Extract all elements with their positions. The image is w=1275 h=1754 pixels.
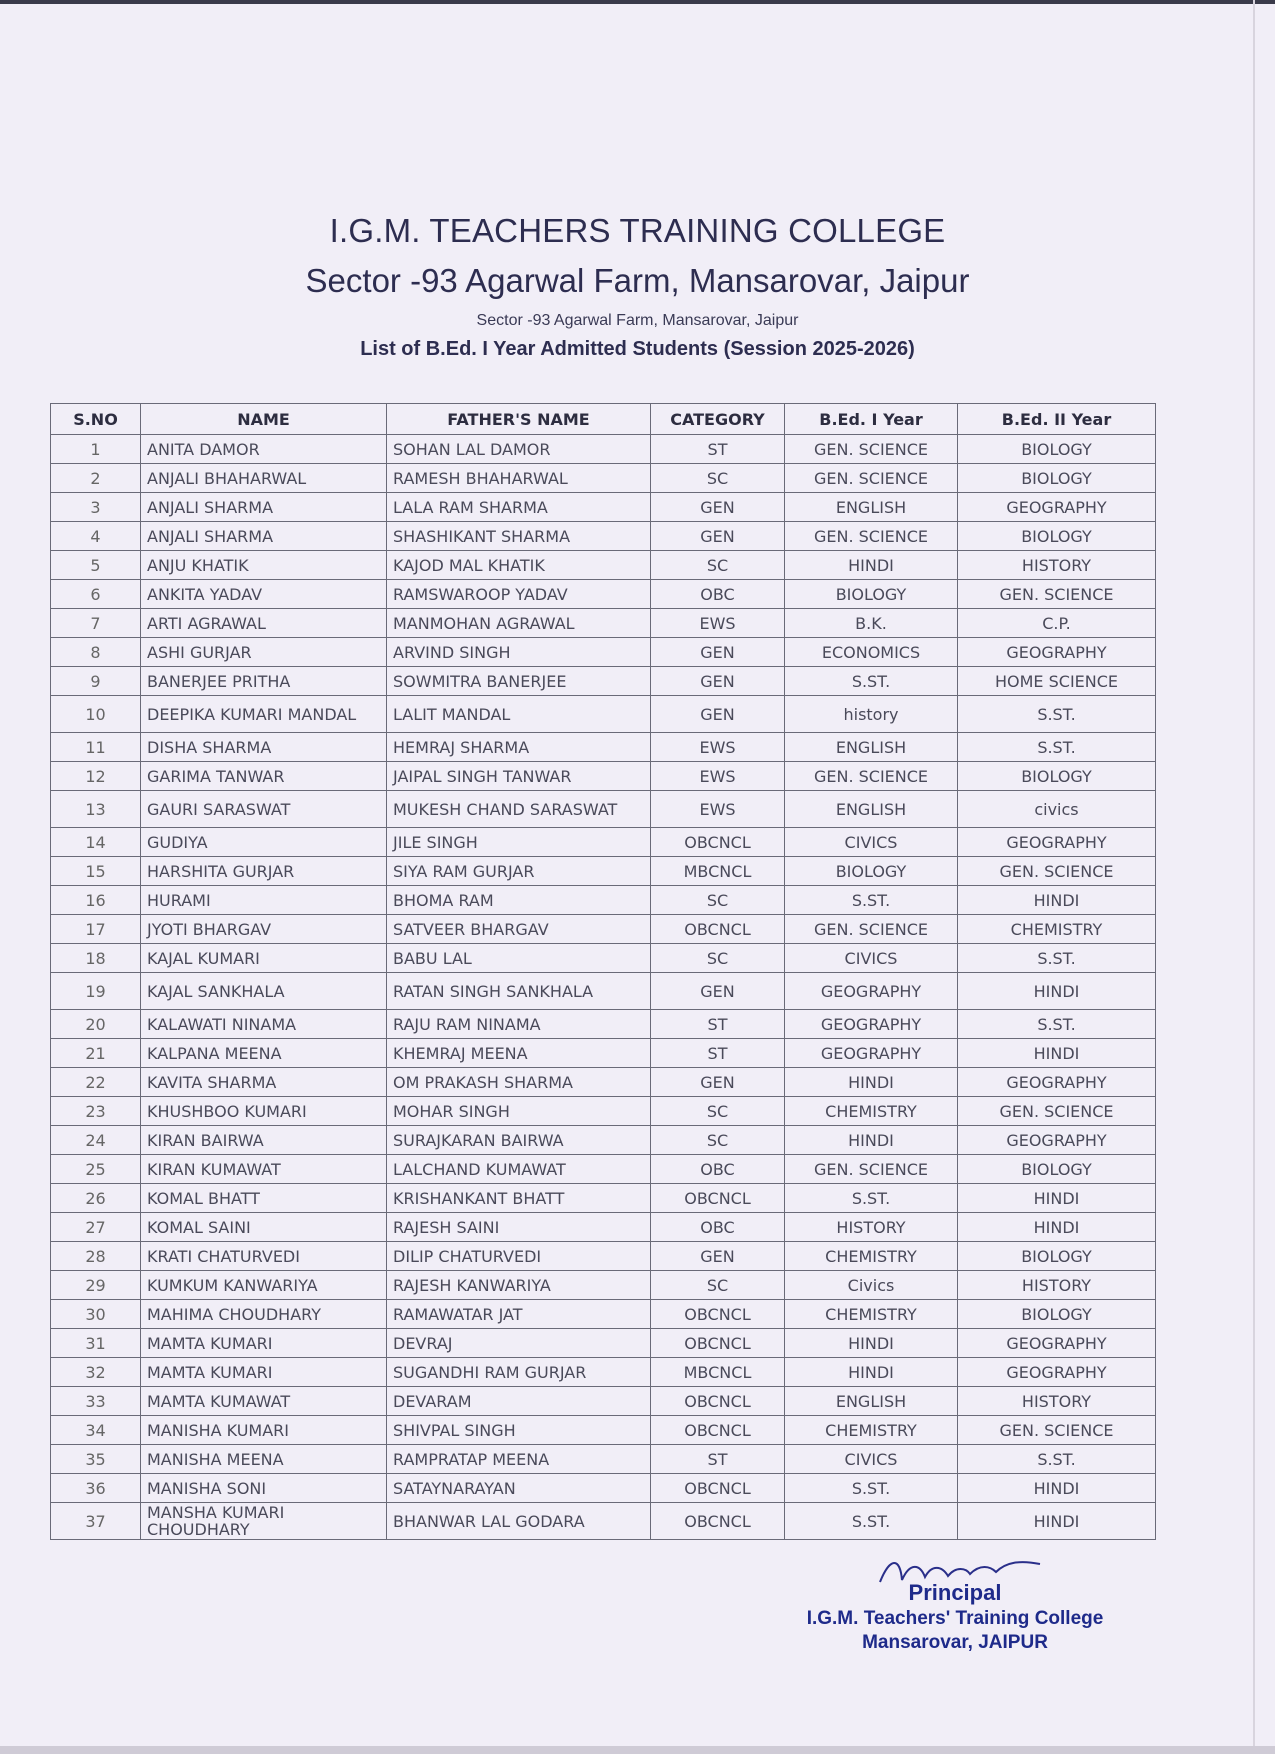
- cell-bed-second-year: BIOLOGY: [958, 464, 1156, 493]
- cell-bed-first-year: S.ST.: [785, 1503, 958, 1540]
- table-row: [51, 638, 1156, 667]
- cell-name: KOMAL BHATT: [141, 1184, 387, 1213]
- cell-category: OBCNCL: [651, 828, 785, 857]
- table-row: [51, 1358, 1156, 1387]
- cell-father-name: KHEMRAJ MEENA: [387, 1039, 651, 1068]
- top-border: [0, 0, 1275, 4]
- cell-category: GEN: [651, 973, 785, 1010]
- principal-signature-block: [790, 1560, 1120, 1654]
- cell-category: ST: [651, 1039, 785, 1068]
- cell-sno: 17: [51, 915, 141, 944]
- cell-sno: 19: [51, 973, 141, 1010]
- cell-name: MAMTA KUMARI: [141, 1329, 387, 1358]
- cell-name: ANJALI SHARMA: [141, 493, 387, 522]
- table-row: [51, 1155, 1156, 1184]
- college-title: I.G.M. TEACHERS TRAINING COLLEGE: [329, 212, 946, 249]
- principal-college: I.G.M. Teachers' Training College: [806, 1608, 1104, 1629]
- cell-category: OBCNCL: [651, 1300, 785, 1329]
- cell-father-name: RAMSWAROOP YADAV: [387, 580, 651, 609]
- cell-father-name: SOWMITRA BANERJEE: [387, 667, 651, 696]
- cell-name: DISHA SHARMA: [141, 733, 387, 762]
- cell-bed-second-year: C.P.: [958, 609, 1156, 638]
- table-row: [51, 1184, 1156, 1213]
- cell-category: OBC: [651, 1155, 785, 1184]
- table-row: [51, 1474, 1156, 1503]
- cell-bed-second-year: HINDI: [958, 1184, 1156, 1213]
- cell-sno: 5: [51, 551, 141, 580]
- cell-name: ANJU KHATIK: [141, 551, 387, 580]
- cell-name: KRATI CHATURVEDI: [141, 1242, 387, 1271]
- cell-bed-second-year: HISTORY: [958, 1387, 1156, 1416]
- cell-father-name: LALCHAND KUMAWAT: [387, 1155, 651, 1184]
- cell-name: KALPANA MEENA: [141, 1039, 387, 1068]
- cell-category: SC: [651, 1126, 785, 1155]
- cell-bed-first-year: GEOGRAPHY: [785, 973, 958, 1010]
- table-row: [51, 1126, 1156, 1155]
- cell-bed-second-year: HINDI: [958, 1503, 1156, 1540]
- cell-bed-first-year: ENGLISH: [785, 1387, 958, 1416]
- cell-category: OBCNCL: [651, 1474, 785, 1503]
- cell-bed-first-year: GEOGRAPHY: [785, 1010, 958, 1039]
- table-row: [51, 1213, 1156, 1242]
- table-row: [51, 733, 1156, 762]
- cell-bed-first-year: GEN. SCIENCE: [785, 1155, 958, 1184]
- cell-bed-first-year: HINDI: [785, 1126, 958, 1155]
- cell-bed-first-year: B.K.: [785, 609, 958, 638]
- cell-bed-first-year: HISTORY: [785, 1213, 958, 1242]
- cell-name: ARTI AGRAWAL: [141, 609, 387, 638]
- cell-bed-second-year: HINDI: [958, 1213, 1156, 1242]
- cell-sno: 21: [51, 1039, 141, 1068]
- cell-sno: 11: [51, 733, 141, 762]
- cell-father-name: DILIP CHATURVEDI: [387, 1242, 651, 1271]
- table-row: [51, 1068, 1156, 1097]
- cell-name: KALAWATI NINAMA: [141, 1010, 387, 1039]
- cell-father-name: LALIT MANDAL: [387, 696, 651, 733]
- cell-father-name: BABU LAL: [387, 944, 651, 973]
- list-title: List of B.Ed. I Year Admitted Students (Session 2025-2026): [360, 338, 915, 360]
- cell-father-name: SOHAN LAL DAMOR: [387, 435, 651, 464]
- cell-sno: 7: [51, 609, 141, 638]
- cell-bed-second-year: GEOGRAPHY: [958, 1068, 1156, 1097]
- cell-bed-first-year: history: [785, 696, 958, 733]
- cell-category: GEN: [651, 1068, 785, 1097]
- cell-name: MANISHA KUMARI: [141, 1416, 387, 1445]
- cell-category: ST: [651, 1445, 785, 1474]
- cell-sno: 15: [51, 857, 141, 886]
- cell-bed-first-year: CIVICS: [785, 1445, 958, 1474]
- cell-father-name: MUKESH CHAND SARASWAT: [387, 791, 651, 828]
- cell-name: MANSHA KUMARI CHOUDHARY: [141, 1503, 387, 1540]
- cell-sno: 34: [51, 1416, 141, 1445]
- cell-category: OBCNCL: [651, 1329, 785, 1358]
- table-body: [51, 435, 1156, 1540]
- cell-father-name: LALA RAM SHARMA: [387, 493, 651, 522]
- document-header: [0, 212, 1275, 361]
- cell-bed-second-year: GEOGRAPHY: [958, 493, 1156, 522]
- cell-category: OBCNCL: [651, 1503, 785, 1540]
- cell-name: MAMTA KUMARI: [141, 1358, 387, 1387]
- cell-sno: 6: [51, 580, 141, 609]
- table-row: [51, 493, 1156, 522]
- bottom-border: [0, 1746, 1275, 1754]
- cell-father-name: BHOMA RAM: [387, 886, 651, 915]
- cell-category: OBCNCL: [651, 1184, 785, 1213]
- cell-sno: 10: [51, 696, 141, 733]
- cell-name: JYOTI BHARGAV: [141, 915, 387, 944]
- table-row: [51, 944, 1156, 973]
- table-row: [51, 464, 1156, 493]
- cell-bed-second-year: GEOGRAPHY: [958, 1358, 1156, 1387]
- cell-name: KAVITA SHARMA: [141, 1068, 387, 1097]
- table-row: [51, 857, 1156, 886]
- cell-father-name: RAJESH SAINI: [387, 1213, 651, 1242]
- table-row: [51, 696, 1156, 733]
- cell-category: GEN: [651, 1242, 785, 1271]
- cell-name: MANISHA SONI: [141, 1474, 387, 1503]
- cell-bed-second-year: HISTORY: [958, 551, 1156, 580]
- cell-name: KAJAL SANKHALA: [141, 973, 387, 1010]
- cell-father-name: RAMESH BHAHARWAL: [387, 464, 651, 493]
- cell-sno: 31: [51, 1329, 141, 1358]
- table-row: [51, 791, 1156, 828]
- header-category: CATEGORY: [651, 404, 785, 435]
- table-row: [51, 973, 1156, 1010]
- cell-sno: 4: [51, 522, 141, 551]
- cell-bed-second-year: S.ST.: [958, 733, 1156, 762]
- cell-category: SC: [651, 1271, 785, 1300]
- cell-name: MAMTA KUMAWAT: [141, 1387, 387, 1416]
- cell-name: BANERJEE PRITHA: [141, 667, 387, 696]
- cell-father-name: SURAJKARAN BAIRWA: [387, 1126, 651, 1155]
- cell-name: MAHIMA CHOUDHARY: [141, 1300, 387, 1329]
- cell-bed-second-year: GEOGRAPHY: [958, 1329, 1156, 1358]
- cell-name: ANJALI BHAHARWAL: [141, 464, 387, 493]
- cell-bed-second-year: GEOGRAPHY: [958, 828, 1156, 857]
- principal-place: Mansarovar, JAIPUR: [862, 1632, 1048, 1653]
- table-row: [51, 1503, 1156, 1540]
- cell-bed-first-year: GEN. SCIENCE: [785, 762, 958, 791]
- college-subtitle: Sector -93 Agarwal Farm, Mansarovar, Jaipur: [305, 262, 970, 299]
- cell-bed-first-year: CHEMISTRY: [785, 1097, 958, 1126]
- cell-sno: 20: [51, 1010, 141, 1039]
- cell-bed-first-year: GEOGRAPHY: [785, 1039, 958, 1068]
- cell-bed-second-year: civics: [958, 791, 1156, 828]
- cell-sno: 33: [51, 1387, 141, 1416]
- cell-bed-first-year: GEN. SCIENCE: [785, 464, 958, 493]
- cell-bed-second-year: S.ST.: [958, 944, 1156, 973]
- cell-father-name: MANMOHAN AGRAWAL: [387, 609, 651, 638]
- cell-category: SC: [651, 886, 785, 915]
- cell-category: OBCNCL: [651, 915, 785, 944]
- cell-father-name: MOHAR SINGH: [387, 1097, 651, 1126]
- cell-category: EWS: [651, 733, 785, 762]
- cell-bed-second-year: BIOLOGY: [958, 522, 1156, 551]
- table-row: [51, 667, 1156, 696]
- cell-bed-second-year: HINDI: [958, 973, 1156, 1010]
- cell-bed-first-year: ECONOMICS: [785, 638, 958, 667]
- cell-bed-second-year: BIOLOGY: [958, 762, 1156, 791]
- cell-bed-second-year: GEN. SCIENCE: [958, 1097, 1156, 1126]
- cell-bed-second-year: GEN. SCIENCE: [958, 580, 1156, 609]
- cell-father-name: RAMAWATAR JAT: [387, 1300, 651, 1329]
- table-row: [51, 915, 1156, 944]
- table-row: [51, 762, 1156, 791]
- cell-bed-second-year: BIOLOGY: [958, 1242, 1156, 1271]
- table-header-row: [51, 404, 1156, 435]
- cell-bed-first-year: Civics: [785, 1271, 958, 1300]
- cell-father-name: DEVARAM: [387, 1387, 651, 1416]
- cell-bed-first-year: HINDI: [785, 1358, 958, 1387]
- cell-sno: 25: [51, 1155, 141, 1184]
- table-row: [51, 1300, 1156, 1329]
- cell-category: GEN: [651, 696, 785, 733]
- table-row: [51, 1271, 1156, 1300]
- cell-father-name: JILE SINGH: [387, 828, 651, 857]
- cell-sno: 26: [51, 1184, 141, 1213]
- cell-bed-first-year: S.ST.: [785, 1474, 958, 1503]
- cell-bed-second-year: HINDI: [958, 886, 1156, 915]
- cell-sno: 30: [51, 1300, 141, 1329]
- cell-bed-first-year: HINDI: [785, 1329, 958, 1358]
- cell-father-name: SATVEER BHARGAV: [387, 915, 651, 944]
- table-row: [51, 1010, 1156, 1039]
- cell-father-name: HEMRAJ SHARMA: [387, 733, 651, 762]
- cell-bed-first-year: ENGLISH: [785, 493, 958, 522]
- cell-sno: 16: [51, 886, 141, 915]
- cell-father-name: SATAYNARAYAN: [387, 1474, 651, 1503]
- table-row: [51, 886, 1156, 915]
- cell-name: KAJAL KUMARI: [141, 944, 387, 973]
- cell-bed-first-year: CIVICS: [785, 828, 958, 857]
- cell-category: GEN: [651, 493, 785, 522]
- cell-name: ASHI GURJAR: [141, 638, 387, 667]
- cell-father-name: SHIVPAL SINGH: [387, 1416, 651, 1445]
- cell-sno: 14: [51, 828, 141, 857]
- cell-bed-first-year: BIOLOGY: [785, 857, 958, 886]
- cell-bed-first-year: GEN. SCIENCE: [785, 435, 958, 464]
- cell-sno: 35: [51, 1445, 141, 1474]
- table-row: [51, 580, 1156, 609]
- cell-father-name: ARVIND SINGH: [387, 638, 651, 667]
- cell-category: GEN: [651, 638, 785, 667]
- cell-bed-second-year: HINDI: [958, 1039, 1156, 1068]
- table-row: [51, 551, 1156, 580]
- cell-sno: 18: [51, 944, 141, 973]
- table-row: [51, 1097, 1156, 1126]
- cell-bed-second-year: BIOLOGY: [958, 1155, 1156, 1184]
- cell-bed-first-year: ENGLISH: [785, 791, 958, 828]
- cell-bed-second-year: S.ST.: [958, 696, 1156, 733]
- table-row: [51, 1416, 1156, 1445]
- header-father-name: FATHER'S NAME: [387, 404, 651, 435]
- cell-category: ST: [651, 1010, 785, 1039]
- table-row: [51, 1242, 1156, 1271]
- cell-father-name: RAMPRATAP MEENA: [387, 1445, 651, 1474]
- cell-bed-first-year: S.ST.: [785, 1184, 958, 1213]
- cell-bed-first-year: CHEMISTRY: [785, 1300, 958, 1329]
- cell-bed-second-year: GEOGRAPHY: [958, 1126, 1156, 1155]
- cell-name: KUMKUM KANWARIYA: [141, 1271, 387, 1300]
- cell-father-name: KRISHANKANT BHATT: [387, 1184, 651, 1213]
- table-row: [51, 1039, 1156, 1068]
- cell-bed-second-year: GEOGRAPHY: [958, 638, 1156, 667]
- cell-category: OBCNCL: [651, 1416, 785, 1445]
- cell-bed-second-year: S.ST.: [958, 1445, 1156, 1474]
- principal-title: Principal: [908, 1580, 1002, 1605]
- cell-father-name: RAJU RAM NINAMA: [387, 1010, 651, 1039]
- cell-category: ST: [651, 435, 785, 464]
- cell-sno: 1: [51, 435, 141, 464]
- cell-bed-first-year: CHEMISTRY: [785, 1242, 958, 1271]
- cell-bed-first-year: GEN. SCIENCE: [785, 915, 958, 944]
- cell-name: MANISHA MEENA: [141, 1445, 387, 1474]
- cell-sno: 28: [51, 1242, 141, 1271]
- cell-father-name: RATAN SINGH SANKHALA: [387, 973, 651, 1010]
- cell-sno: 9: [51, 667, 141, 696]
- table-row: [51, 828, 1156, 857]
- cell-father-name: SUGANDHI RAM GURJAR: [387, 1358, 651, 1387]
- cell-category: EWS: [651, 791, 785, 828]
- cell-bed-first-year: S.ST.: [785, 667, 958, 696]
- cell-name: ANKITA YADAV: [141, 580, 387, 609]
- cell-name: ANJALI SHARMA: [141, 522, 387, 551]
- cell-bed-second-year: HISTORY: [958, 1271, 1156, 1300]
- cell-bed-first-year: HINDI: [785, 551, 958, 580]
- college-address: Sector -93 Agarwal Farm, Mansarovar, Jaipur: [476, 312, 799, 329]
- cell-name: GUDIYA: [141, 828, 387, 857]
- cell-father-name: KAJOD MAL KHATIK: [387, 551, 651, 580]
- cell-category: OBC: [651, 580, 785, 609]
- cell-category: SC: [651, 944, 785, 973]
- cell-category: SC: [651, 1097, 785, 1126]
- table-row: [51, 1445, 1156, 1474]
- cell-category: GEN: [651, 522, 785, 551]
- header-bed-first-year: B.Ed. I Year: [785, 404, 958, 435]
- table-row: [51, 522, 1156, 551]
- cell-bed-second-year: BIOLOGY: [958, 435, 1156, 464]
- cell-father-name: BHANWAR LAL GODARA: [387, 1503, 651, 1540]
- cell-sno: 12: [51, 762, 141, 791]
- cell-sno: 8: [51, 638, 141, 667]
- cell-bed-first-year: S.ST.: [785, 886, 958, 915]
- cell-name: KOMAL SAINI: [141, 1213, 387, 1242]
- cell-father-name: OM PRAKASH SHARMA: [387, 1068, 651, 1097]
- cell-bed-second-year: CHEMISTRY: [958, 915, 1156, 944]
- cell-sno: 22: [51, 1068, 141, 1097]
- cell-bed-second-year: GEN. SCIENCE: [958, 857, 1156, 886]
- cell-category: GEN: [651, 667, 785, 696]
- cell-sno: 27: [51, 1213, 141, 1242]
- cell-name: KIRAN BAIRWA: [141, 1126, 387, 1155]
- cell-category: EWS: [651, 609, 785, 638]
- cell-sno: 23: [51, 1097, 141, 1126]
- cell-bed-second-year: HINDI: [958, 1474, 1156, 1503]
- cell-bed-second-year: BIOLOGY: [958, 1300, 1156, 1329]
- signature-scribble: [870, 1552, 1050, 1592]
- cell-bed-first-year: CHEMISTRY: [785, 1416, 958, 1445]
- cell-category: SC: [651, 551, 785, 580]
- cell-bed-first-year: ENGLISH: [785, 733, 958, 762]
- cell-category: MBCNCL: [651, 857, 785, 886]
- cell-father-name: DEVRAJ: [387, 1329, 651, 1358]
- cell-father-name: JAIPAL SINGH TANWAR: [387, 762, 651, 791]
- cell-bed-first-year: GEN. SCIENCE: [785, 522, 958, 551]
- cell-sno: 2: [51, 464, 141, 493]
- cell-name: KIRAN KUMAWAT: [141, 1155, 387, 1184]
- cell-name: HURAMI: [141, 886, 387, 915]
- header-name: NAME: [141, 404, 387, 435]
- header-sno: S.NO: [51, 404, 141, 435]
- table-row: [51, 1329, 1156, 1358]
- cell-sno: 36: [51, 1474, 141, 1503]
- table-row: [51, 609, 1156, 638]
- students-table: [50, 403, 1156, 1540]
- cell-bed-second-year: S.ST.: [958, 1010, 1156, 1039]
- cell-category: MBCNCL: [651, 1358, 785, 1387]
- cell-bed-second-year: GEN. SCIENCE: [958, 1416, 1156, 1445]
- cell-sno: 37: [51, 1503, 141, 1540]
- cell-name: DEEPIKA KUMARI MANDAL: [141, 696, 387, 733]
- cell-category: OBC: [651, 1213, 785, 1242]
- cell-category: EWS: [651, 762, 785, 791]
- cell-father-name: RAJESH KANWARIYA: [387, 1271, 651, 1300]
- cell-sno: 3: [51, 493, 141, 522]
- cell-name: GARIMA TANWAR: [141, 762, 387, 791]
- cell-name: ANITA DAMOR: [141, 435, 387, 464]
- cell-name: HARSHITA GURJAR: [141, 857, 387, 886]
- cell-name: GAURI SARASWAT: [141, 791, 387, 828]
- cell-category: OBCNCL: [651, 1387, 785, 1416]
- cell-category: SC: [651, 464, 785, 493]
- cell-father-name: SIYA RAM GURJAR: [387, 857, 651, 886]
- cell-sno: 13: [51, 791, 141, 828]
- cell-father-name: SHASHIKANT SHARMA: [387, 522, 651, 551]
- cell-bed-first-year: HINDI: [785, 1068, 958, 1097]
- cell-sno: 24: [51, 1126, 141, 1155]
- cell-bed-first-year: CIVICS: [785, 944, 958, 973]
- cell-sno: 29: [51, 1271, 141, 1300]
- cell-sno: 32: [51, 1358, 141, 1387]
- cell-name: KHUSHBOO KUMARI: [141, 1097, 387, 1126]
- table-row: [51, 1387, 1156, 1416]
- cell-bed-second-year: HOME SCIENCE: [958, 667, 1156, 696]
- table-row: [51, 435, 1156, 464]
- cell-bed-first-year: BIOLOGY: [785, 580, 958, 609]
- header-bed-second-year: B.Ed. II Year: [958, 404, 1156, 435]
